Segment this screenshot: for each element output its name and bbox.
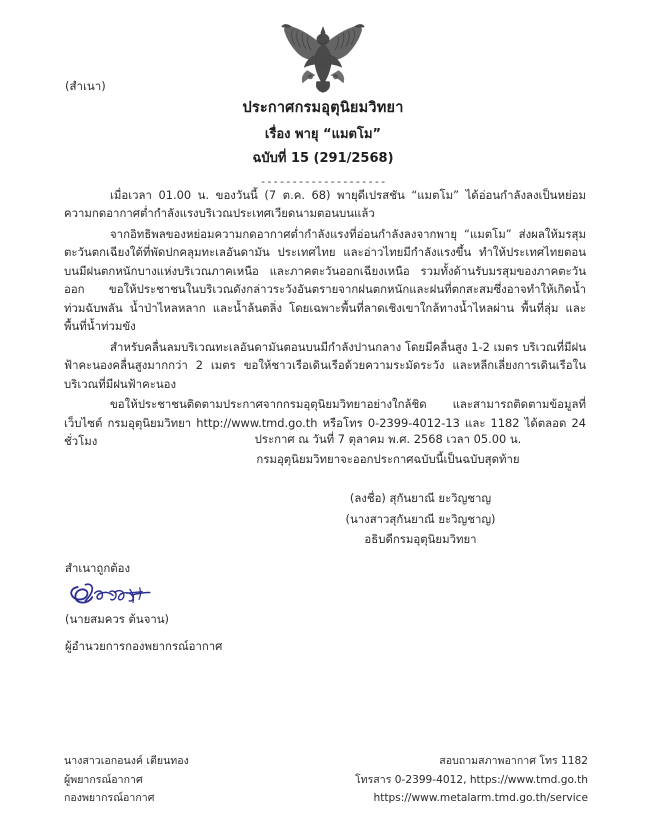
title-block [0,98,646,188]
footer [64,752,588,808]
body-paragraph-1: เมื่อเวลา 01.00 น. ของวันนี้ (7 ต.ค. 68) พายุดีเปรสชัน “แมตโม” ได้อ่อนกำลังลงเป็นหย่อมความกดอากาศต่ำกำลังแรงบริเวณประเทศเวียดนามตอนบนแล้ว [64,188,586,221]
page-title: ประกาศกรมอุตุนิยมวิทยา [242,100,404,116]
footer-contact-phone: สอบถามสภาพอากาศ โทร 1182 [439,755,588,767]
footer-left-block [64,752,189,808]
garuda-emblem [275,22,371,94]
body-paragraph-3: สำหรับคลื่นลมบริเวณทะเลอันดามันตอนบนมีกำลังปานกลาง โดยมีคลื่นสูง 1-2 เมตร บริเวณที่มีฝนฟ้าคะนองคลื่นสูงมากกว่า 2 เมตร ขอให้ชาวเรือเดินเรือด้วยความระมัดระวัง และหลีกเลี่ยงการเดินเรือในบริเวณที่มีฝนฟ้าคะนอง [64,339,586,391]
document-body [64,186,586,454]
closing-block [190,430,586,470]
footer-service-url[interactable]: https://www.metalarm.tmd.go.th/service [373,792,588,805]
footer-fax-and-website[interactable]: โทรสาร 0-2399-4012, https://www.tmd.go.th [354,773,588,786]
certification-block [65,560,222,655]
body-paragraph-2: จากอิทธิพลของหย่อมความกดอากาศต่ำกำลังแรงที่อ่อนกำลังลงจากพายุ “แมตโม” ส่งผลให้มรสุมตะวันตกเฉียงใต้ที่พัดปกคลุมทะเลอันดามัน ประเทศไทย และอ่าวไทยมีกำลังแรงขึ้น ทำให้ประเทศไทยตอนบนมีฝนตกหนักบางแห่งบริเวณภาคเหนือ และภาคตะวันออกเฉียงเหนือ รวมทั้งด้านรับมรสุมของภาคตะวันออก ขอให้ประชาชนในบริเวณดังกล่าวระวังอันตรายจากฝนตกหนักและฝนที่ตกสะสมซึ่งอาจทำให้เกิดน้ำท่วมฉับพลัน น้ำป่าไหลหลาก และน้ำล้นตลิ่ง โดยเฉพาะพื้นที่ลาดเชิงเขาใกล้ทางน้ำไหลผ่าน พื้นที่ลุ่ม และพื้นที่น้ำท่วมขัง [64,226,586,334]
signature-position: อธิบดีกรมอุตุนิยมวิทยา [364,532,477,547]
signature-block [250,488,591,550]
dashed-divider: -------------------- [259,174,387,188]
certification-name: (นายสมควร ต้นจาน) [65,612,170,627]
final-notice: กรมอุตุนิยมวิทยาจะออกประกาศฉบับนี้เป็นฉบับสุดท้าย [256,451,520,466]
signature-name: (นางสาวสุกันยาณี ยะวิญชาญ) [345,511,496,526]
document-issue-number: ฉบับที่ 15 (291/2568) [252,151,394,167]
footer-left-line-1: นางสาวเอกอนงค์ เตียนทอง [64,755,189,767]
footer-left-line-3: กองพยากรณ์อากาศ [64,792,155,805]
announcement-date: ประกาศ ณ วันที่ 7 ตุลาคม พ.ศ. 2568 เวลา 05.00 น. [254,432,522,446]
footer-right-block [355,752,588,808]
certification-role: ผู้อำนวยการกองพยากรณ์อากาศ [65,639,223,654]
copy-mark: (สำเนา) [65,79,106,93]
body-paragraph-contact: ขอให้ประชาชนติดตามประกาศจากกรมอุตุนิยมวิทยาอย่างใกล้ชิด และสามารถติดตามข้อมูลที่เว็บไซต์ กรมอุตุนิยมวิทยา http://www.tmd.go.th หรือโทร 0-2399-4012-13 และ 1182 ได้ตลอด 24 ชั่วโมง [64,397,586,449]
signature-signed-line: (ลงชื่อ) สุกันยาณี ยะวิญชาญ [349,491,492,505]
certification-label: สำเนาถูกต้อง [65,561,131,575]
footer-left-line-2: ผู้พยากรณ์อากาศ [64,773,143,786]
document-subject: เรื่อง พายุ “แมตโม” [264,126,382,142]
handwritten-signature-icon [67,579,159,609]
